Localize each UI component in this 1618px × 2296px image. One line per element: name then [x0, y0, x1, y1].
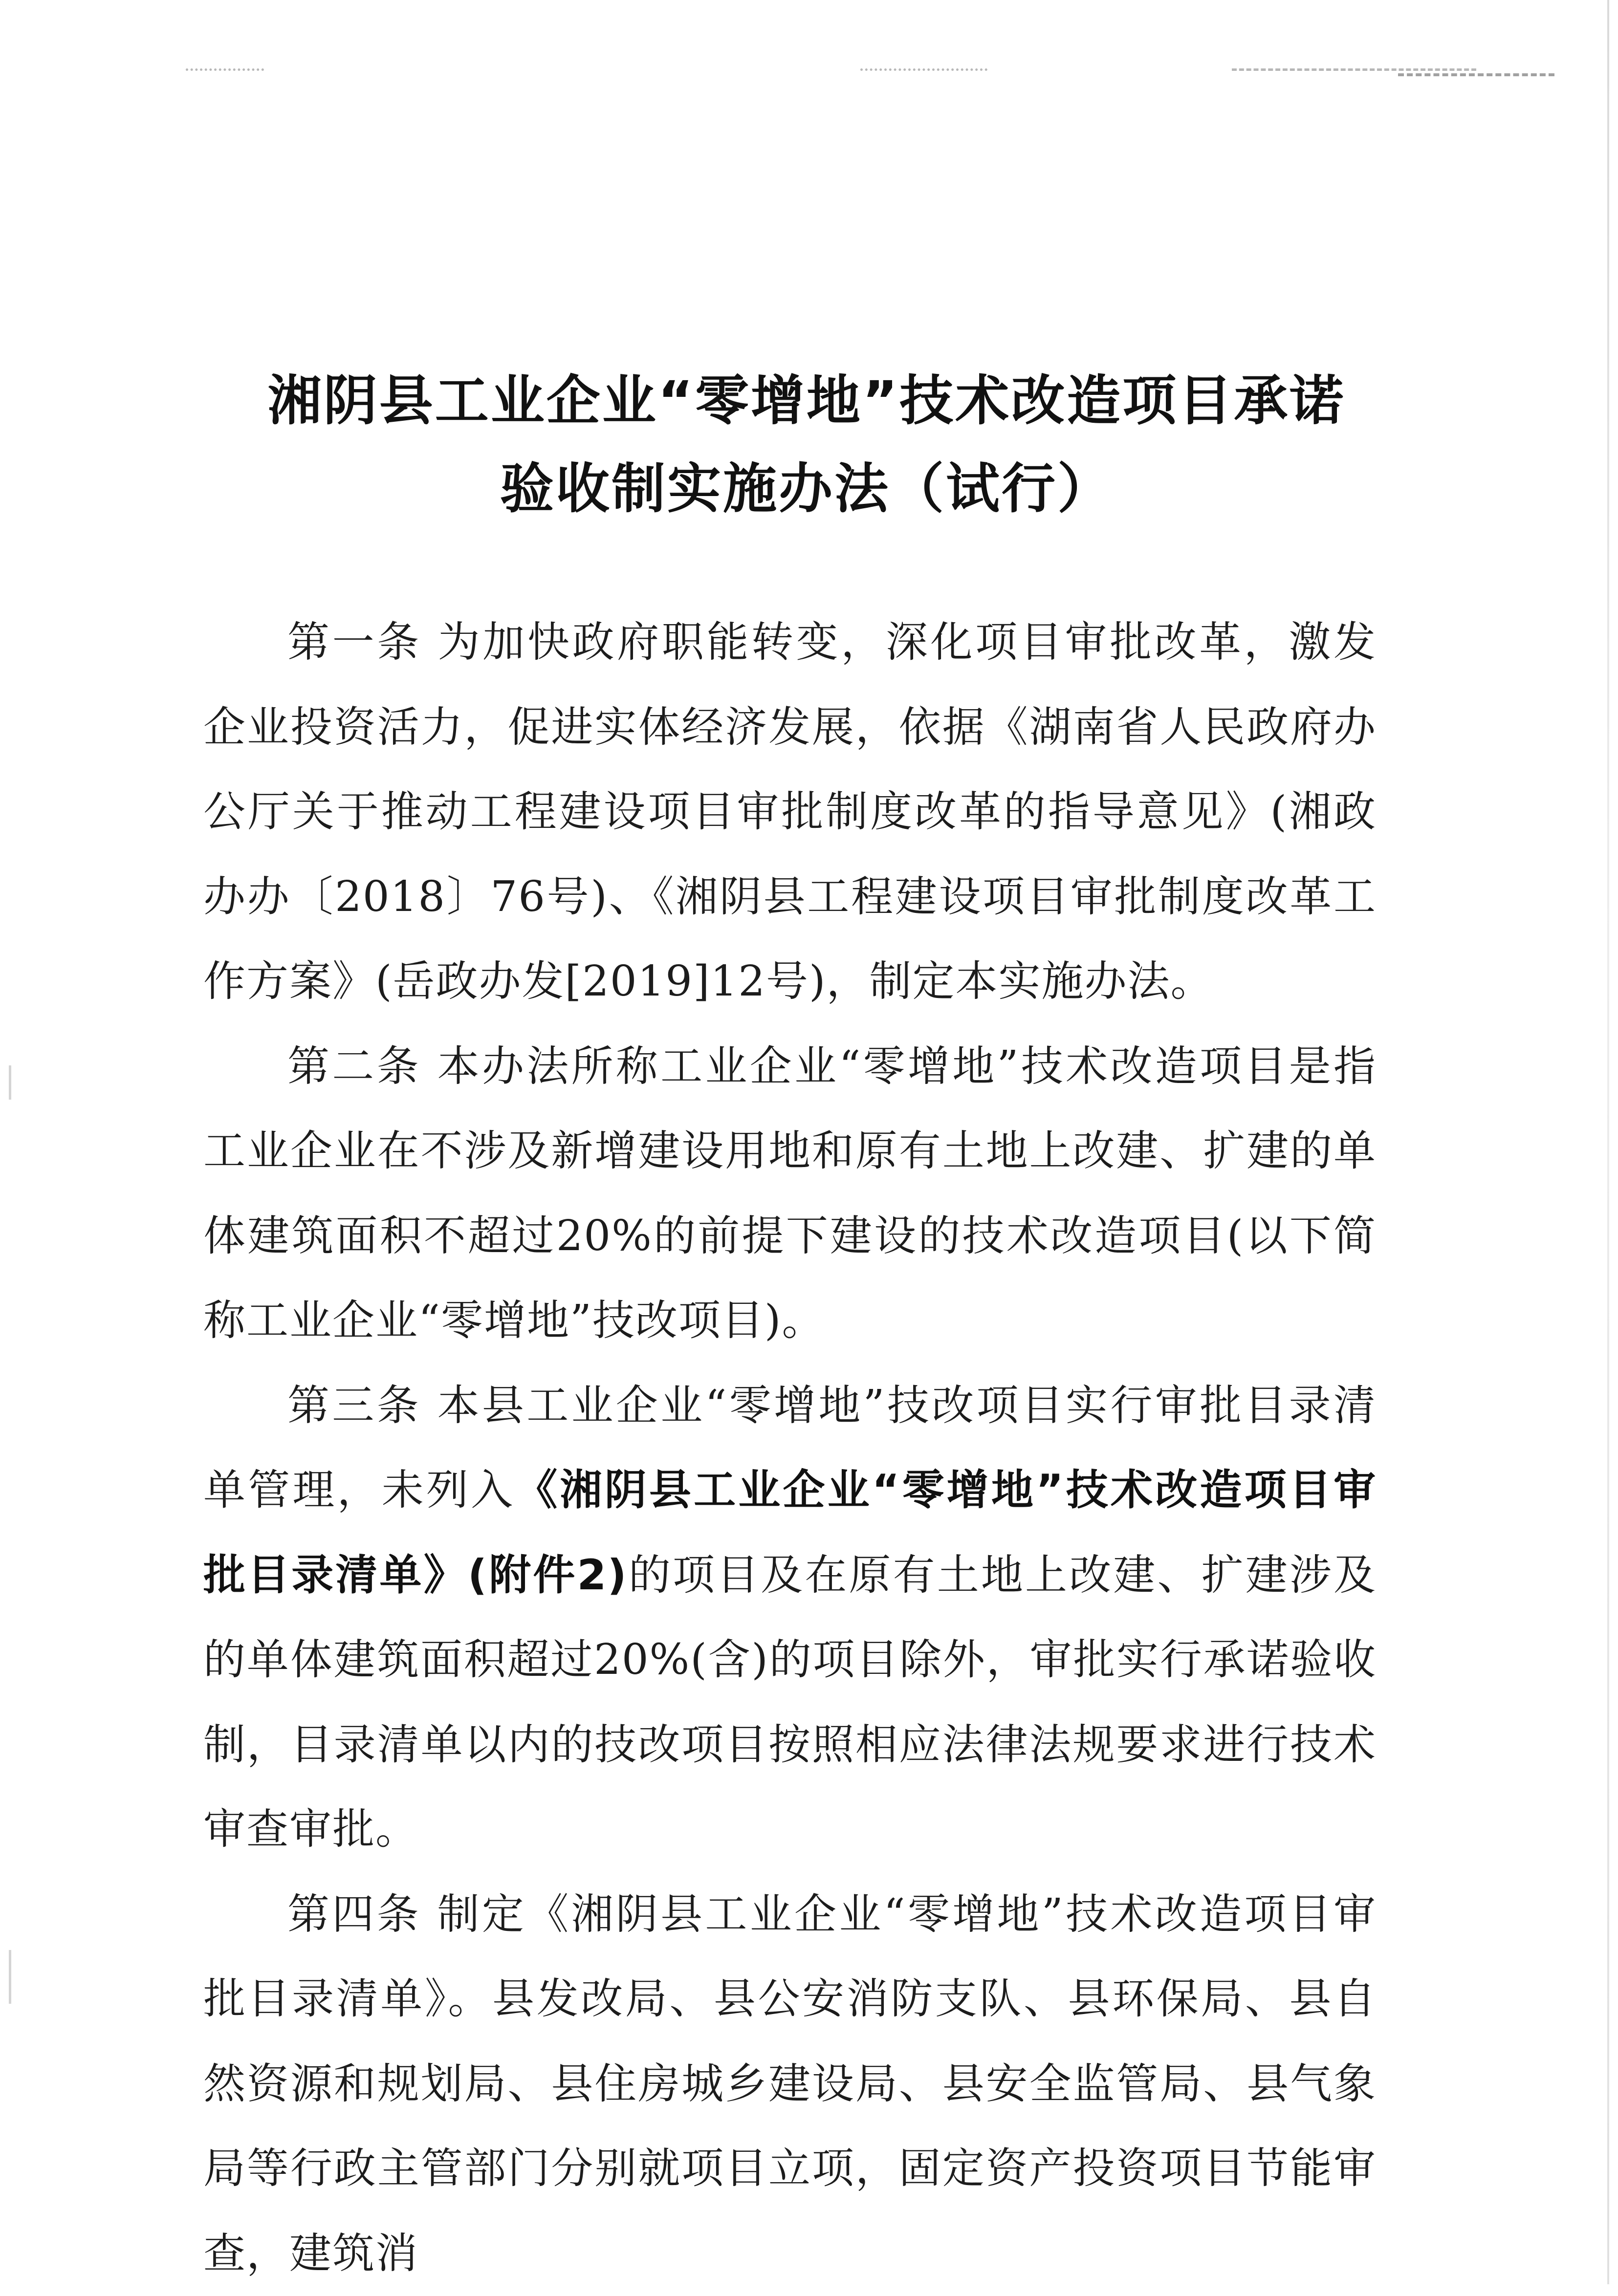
document-title-line2: 验收制实施办法（试行）: [186, 441, 1427, 537]
article-4: 第四条 制定《湘阴县工业企业“零增地”技术改造项目审批目录清单》。县发改局、县公安消防支队、县环保局、县自然资源和规划局、县住房城乡建设局、县安全监管局、县气象局等行政主管部门分别就项目立项，固定资产投资项目节能审查，建筑消: [203, 1872, 1377, 2296]
scan-noise: [9, 1950, 11, 2004]
article-3-text-start: 第三条 本县工业企业“零增地”技改项目实行审批目录清单管理，未列入: [203, 1381, 1377, 1515]
article-1: 第一条 为加快政府职能转变，深化项目审批改革，激发企业投资活力，促进实体经济发展，依据《湖南省人民政府办公厅关于推动工程建设项目审批制度改革的指导意见》(湘政办办〔2018〕76号)、《湘阴县工程建设项目审批制度改革工作方案》(岳政办发[2019]12号)，制定本实施办法。: [203, 600, 1377, 1024]
scan-edge-shadow: [1607, 0, 1609, 2284]
article-2: 第二条 本办法所称工业企业“零增地”技术改造项目是指工业企业在不涉及新增建设用地和原有土地上改建、扩建的单体建筑面积不超过20%的前提下建设的技术改造项目(以下简称工业企业“零增地”技改项目)。: [203, 1024, 1377, 1364]
document-body: [203, 600, 1377, 2296]
article-3: [203, 1364, 1377, 1872]
scan-noise: [9, 1065, 11, 1100]
document-title-line1: 湘阴县工业企业“零增地”技术改造项目承诺: [186, 353, 1427, 449]
scan-noise: [860, 68, 987, 75]
scan-noise: [1398, 73, 1554, 80]
article-3-text-end: 的项目及在原有土地上改建、扩建涉及的单体建筑面积超过20%(含)的项目除外，审批实行承诺验收制，目录清单以内的技改项目按照相应法律法规要求进行技术审查审批。: [203, 1551, 1377, 1854]
scan-noise: [186, 68, 264, 75]
catalog-reference-bold: 《湘阴县工业企业“零增地”技术改造项目审批目录清单》(附件2): [203, 1466, 1377, 1600]
